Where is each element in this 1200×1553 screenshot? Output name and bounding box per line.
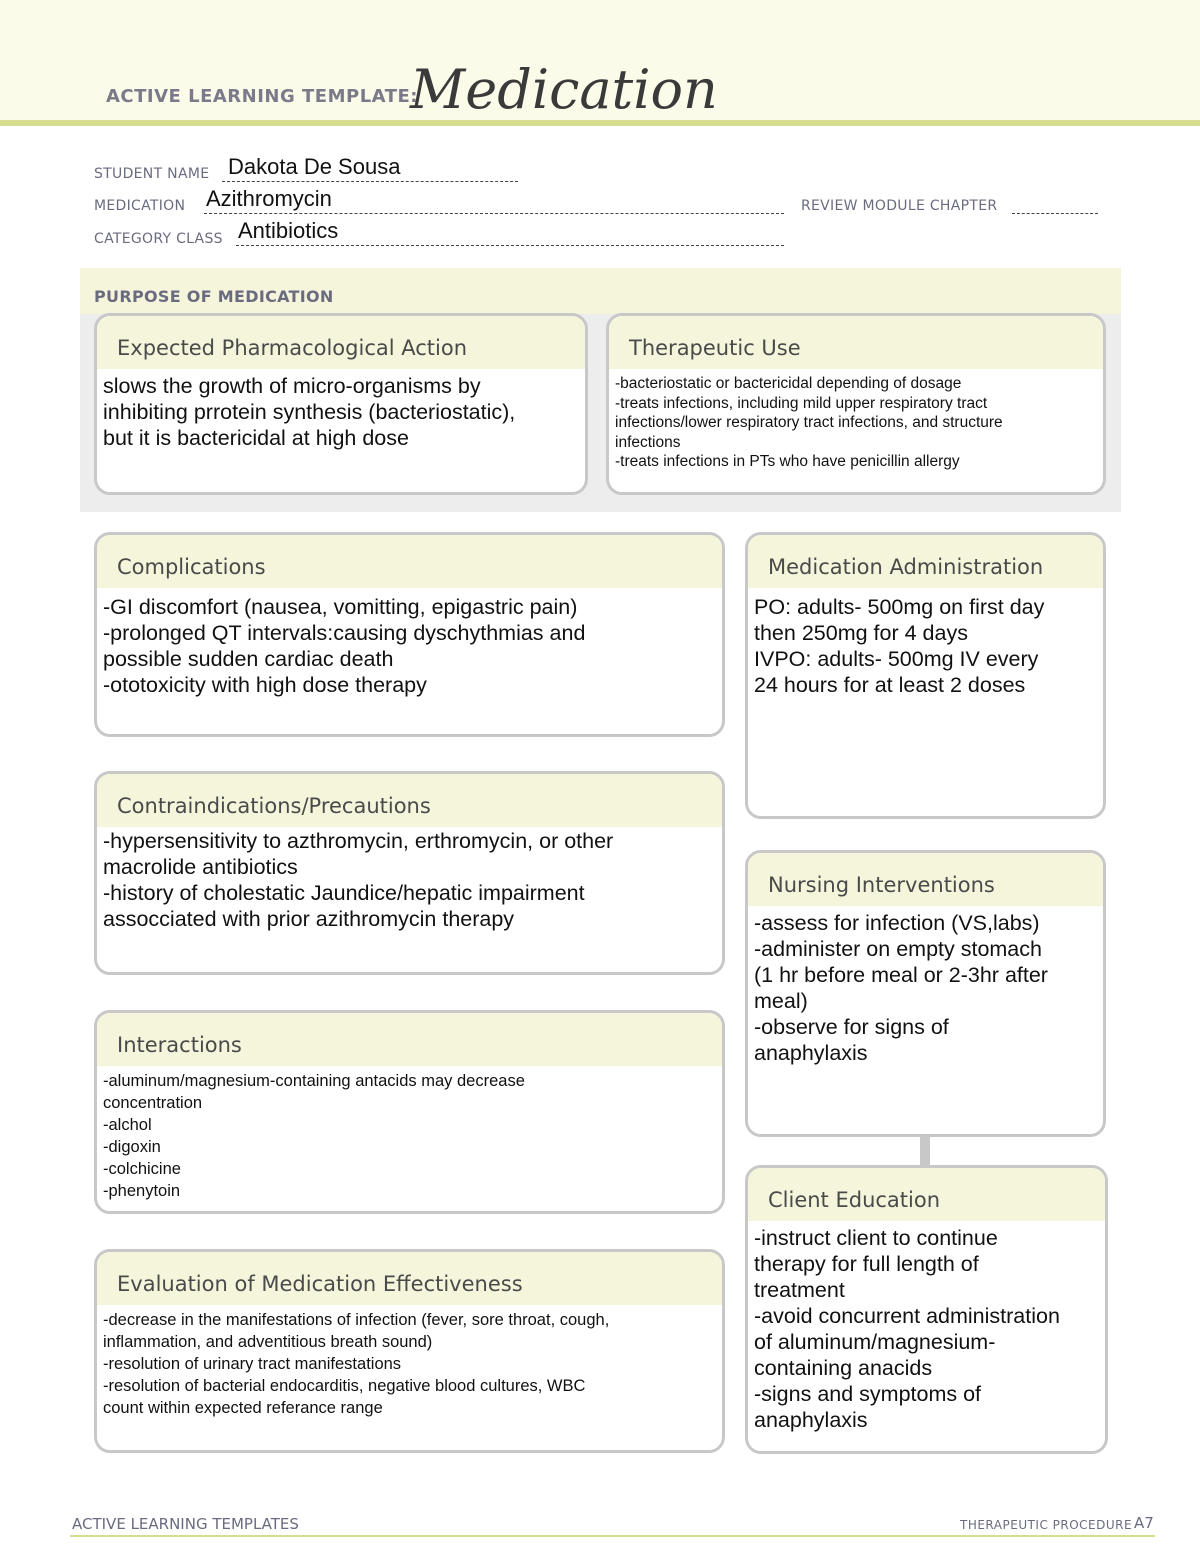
medication-label: MEDICATION: [94, 198, 186, 214]
administration-card: [745, 532, 1106, 819]
medication-field[interactable]: Azithromycin: [206, 186, 332, 211]
administration-text[interactable]: PO: adults- 500mg on first day then 250mg for 4 days IVPO: adults- 500mg IV every 24 hours for at least 2 doses: [754, 595, 1045, 697]
footer-right: THERAPEUTIC PROCEDURE: [960, 1518, 1133, 1532]
category-class-line: [236, 244, 784, 246]
footer-left: ACTIVE LEARNING TEMPLATES: [72, 1515, 299, 1533]
therapeutic-use-heading: Therapeutic Use: [609, 316, 1103, 369]
category-class-label: CATEGORY CLASS: [94, 231, 223, 247]
student-name-line: [222, 180, 518, 182]
therapeutic-use-text[interactable]: -bacteriostatic or bactericidal depending of dosage -treats infections, including mild upper respiratory tract infections/lower respiratory tract infections, and structure infections -treats infections in PTs who have penicillin allergy: [615, 375, 1003, 470]
administration-heading: Medication Administration: [748, 535, 1103, 588]
contraindications-heading: Contraindications/Precautions: [97, 774, 722, 827]
footer-page-number: A7: [1134, 1514, 1154, 1532]
interactions-text[interactable]: -aluminum/magnesium-containing antacids may decrease concentration -alchol -digoxin -colchicine -phenytoin: [103, 1072, 525, 1200]
purpose-title: PURPOSE OF MEDICATION: [94, 287, 334, 306]
therapeutic-use-card: [606, 313, 1106, 495]
interactions-heading: Interactions: [97, 1013, 722, 1066]
client-education-heading: Client Education: [748, 1168, 1105, 1221]
nursing-interventions-text[interactable]: -assess for infection (VS,labs) -administer on empty stomach (1 hr before meal or 2-3hr after meal) -observe for signs of anaphylaxis: [754, 911, 1048, 1065]
complications-text[interactable]: -GI discomfort (nausea, vomitting, epigastric pain) -prolonged QT intervals:causing dyschythmias and possible sudden cardiac death -ototoxicity with high dose therapy: [103, 595, 586, 697]
expected-action-heading: Expected Pharmacological Action: [97, 316, 585, 369]
expected-action-text[interactable]: slows the growth of micro-organisms by inhibiting prrotein synthesis (bacteriostatic), but it is bactericidal at high dose: [103, 374, 516, 450]
client-education-card: [745, 1165, 1108, 1454]
template-label: ACTIVE LEARNING TEMPLATE:: [106, 86, 418, 107]
student-name-field[interactable]: Dakota De Sousa: [228, 154, 401, 179]
contraindications-text[interactable]: -hypersensitivity to azthromycin, erthromycin, or other macrolide antibiotics -history of cholestatic Jaundice/hepatic impairment assocciated with prior azithromycin therapy: [103, 829, 614, 931]
review-module-field[interactable]: [1012, 212, 1098, 214]
complications-card: [94, 532, 725, 737]
client-education-text[interactable]: -instruct client to continue therapy for full length of treatment -avoid concurrent administration of aluminum/magnesium- containing anacids -signs and symptoms of anaphylaxis: [754, 1226, 1060, 1432]
expected-action-card: [94, 313, 588, 495]
template-title: Medication: [410, 58, 718, 121]
interactions-card: [94, 1010, 725, 1214]
nursing-interventions-heading: Nursing Interventions: [748, 853, 1103, 906]
footer-rule: [70, 1535, 1155, 1537]
review-module-label: REVIEW MODULE CHAPTER: [801, 198, 998, 214]
evaluation-text[interactable]: -decrease in the manifestations of infection (fever, sore throat, cough, inflammation, and adventitious breath sound) -resolution of urinary tract manifestations -resolution of bacterial endocarditis, negative blood cultures, WBC count within expected referance range: [103, 1311, 610, 1417]
contraindications-card: [94, 771, 725, 975]
card-connector: [920, 1134, 930, 1166]
medication-line: [204, 212, 784, 214]
nursing-interventions-card: [745, 850, 1106, 1137]
category-class-field[interactable]: Antibiotics: [238, 218, 339, 243]
evaluation-card: [94, 1249, 725, 1453]
evaluation-heading: Evaluation of Medication Effectiveness: [97, 1252, 722, 1305]
complications-heading: Complications: [97, 535, 722, 588]
student-name-label: STUDENT NAME: [94, 166, 210, 182]
